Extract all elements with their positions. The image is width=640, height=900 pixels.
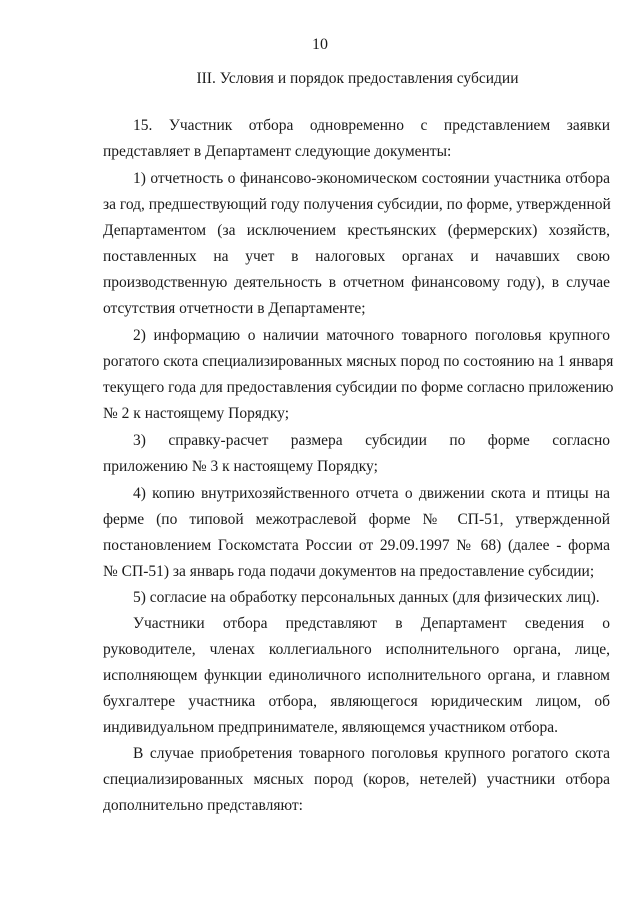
- section-title: III. Условия и порядок предоставления субсидии: [196, 70, 519, 87]
- text-line: Участники отбора представляют в Департамент сведения о: [133, 615, 610, 632]
- text-line: поставленных на учет в налоговых органах и начавших свою: [103, 248, 610, 265]
- text-line: Департаментом (за исключением крестьянских (фермерских) хозяйств,: [103, 222, 610, 239]
- text-line: отсутствия отчетности в Департаменте;: [103, 300, 366, 317]
- text-line: индивидуальном предпринимателе, являющемся участником отбора.: [103, 719, 559, 736]
- text-line: исполняющем функции единоличного исполнительного органа, и главном: [103, 667, 610, 684]
- text-line: текущего года для предоставления субсидии по форме согласно приложению: [103, 379, 614, 396]
- text-line: 15. Участник отбора одновременно с представлением заявки: [133, 117, 610, 134]
- text-line: № СП-51) за январь года подачи документов на предоставление субсидии;: [103, 563, 595, 580]
- text-line: постановлением Госкомстата России от 29.09.1997 № 68) (далее - форма: [103, 537, 610, 554]
- page-number: 10: [312, 36, 328, 53]
- text-line: представляет в Департамент следующие документы:: [103, 143, 452, 160]
- text-line: специализированных мясных пород (коров, нетелей) участники отбора: [103, 771, 610, 788]
- text-line: 4) копию внутрихозяйственного отчета о движении скота и птицы на: [133, 485, 610, 502]
- text-line: 1) отчетность о финансово-экономическом состоянии участника отбора: [133, 170, 610, 187]
- text-line: ферме (по типовой межотраслевой форме № СП-51, утвержденной: [103, 511, 610, 528]
- text-line: за год, предшествующий году получения субсидии, по форме, утвержденной: [103, 196, 611, 213]
- text-line: руководителе, членах коллегиального исполнительного органа, лице,: [103, 641, 610, 658]
- text-line: рогатого скота специализированных мясных пород по состоянию на 1 января: [103, 353, 614, 370]
- text-line: приложению № 3 к настоящему Порядку;: [103, 458, 378, 475]
- text-line: дополнительно представляют:: [103, 797, 303, 814]
- text-line: № 2 к настоящему Порядку;: [103, 405, 290, 422]
- text-line: В случае приобретения товарного поголовья крупного рогатого скота: [133, 745, 610, 762]
- text-line: производственную деятельность в отчетном финансовому году), в случае: [103, 274, 610, 291]
- text-line: 5) согласие на обработку персональных данных (для физических лиц).: [133, 589, 600, 606]
- text-line: 3) справку-расчет размера субсидии по форме согласно: [133, 432, 610, 449]
- text-line: бухгалтере участника отбора, являющегося юридическим лицом, об: [103, 693, 610, 710]
- text-line: 2) информацию о наличии маточного товарного поголовья крупного: [133, 327, 610, 344]
